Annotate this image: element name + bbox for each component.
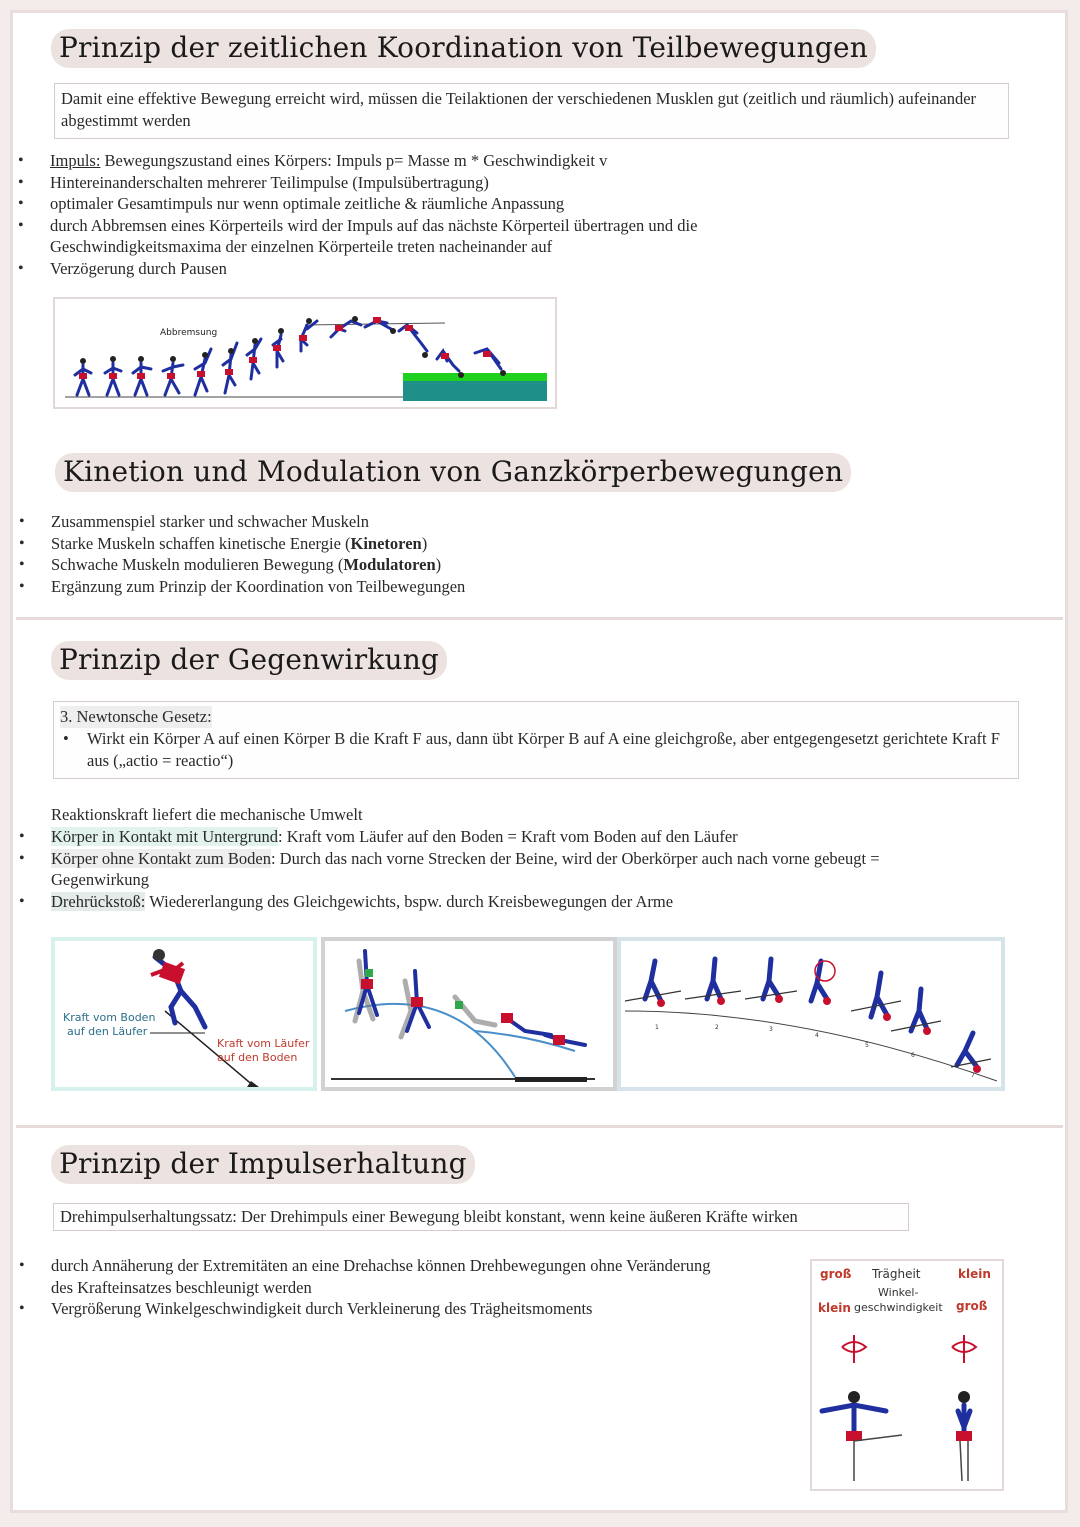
bullet-list-impulserhaltung — [51, 1255, 731, 1320]
list-item: • Zusammenspiel starker und schwacher Muskeln — [51, 511, 751, 533]
label-klein-right: klein — [958, 1267, 991, 1281]
bullet-list-kinetion — [51, 511, 751, 597]
label-klein-left: klein — [818, 1301, 851, 1315]
list-item: • optimaler Gesamtimpuls nur wenn optimale zeitliche & räumliche Anpassung — [50, 193, 950, 215]
newton-law-heading: 3. Newtonsche Gesetz: — [60, 707, 212, 726]
svg-text:5: 5 — [865, 1042, 869, 1049]
svg-text:6: 6 — [911, 1052, 915, 1059]
definition-box-koordination — [54, 83, 1009, 139]
runner-force-figure — [51, 937, 317, 1091]
definition-text: Damit eine effektive Bewegung erreicht wird, müssen die Teilaktionen der verschiedenen Musklen gut (zeitlich und räumlich) aufeinander abgestimmt werden — [61, 89, 977, 130]
svg-text:3: 3 — [769, 1026, 773, 1033]
list-item: • Impuls: Bewegungszustand eines Körpers: Impuls p= Masse m * Geschwindigkeit v — [50, 150, 950, 172]
long-jump-figure — [321, 937, 617, 1091]
list-item: • Starke Muskeln schaffen kinetische Energie (Kinetoren) — [51, 533, 751, 555]
force-label-ground: Kraft vom Boden — [63, 1011, 156, 1024]
divider — [16, 1125, 1063, 1128]
label-gross-right: groß — [956, 1299, 988, 1313]
svg-text:2: 2 — [715, 1024, 719, 1031]
svg-text:4: 4 — [815, 1032, 819, 1039]
list-item: • Körper ohne Kontakt zum Boden: Durch das nach vorne Strecken der Beine, wird der Oberkörper auch nach vorne gebeugt = Gegenwirkung — [51, 848, 951, 891]
high-jump-illustration — [55, 299, 555, 407]
abbremsung-label: Abbremsung — [160, 328, 218, 338]
newton-law-bullet: • Wirkt ein Körper A auf einen Körper B die Kraft F aus, dann übt Körper B auf A eine gleichgroße, aber entgegengesetzt gerichtete Kraft F aus („actio = reactio“) — [63, 729, 1000, 770]
svg-text:1: 1 — [655, 1024, 659, 1031]
label-geschwindigkeit: geschwindigkeit — [854, 1301, 943, 1314]
high-jump-sequence-figure — [53, 297, 557, 409]
skater-illustration — [812, 1331, 1002, 1489]
bullet-list-gegenwirkung — [51, 826, 951, 912]
section-title-koordination: Prinzip der zeitlichen Koordination von Teilbewegungen — [51, 29, 876, 68]
page — [10, 10, 1068, 1513]
bullet-list-koordination — [50, 150, 950, 280]
list-item: • Verzögerung durch Pausen — [50, 258, 950, 280]
divider — [16, 617, 1063, 620]
section-title-impulserhaltung: Prinzip der Impulserhaltung — [51, 1145, 475, 1184]
list-item: • durch Annäherung der Extremitäten an eine Drehachse können Drehbewegungen ohne Veränderung des Krafteinsatzes beschleunigt werden — [51, 1255, 731, 1298]
definition-box-drehimpuls: Drehimpulserhaltungssatz: Der Drehimpuls einer Bewegung bleibt konstant, wenn keine äußeren Kräfte wirken — [53, 1203, 909, 1231]
list-item: • Vergrößerung Winkelgeschwindigkeit durch Verkleinerung des Trägheitsmoments — [51, 1298, 731, 1320]
reaction-force-intro: Reaktionskraft liefert die mechanische Umwelt — [51, 805, 363, 824]
label-winkel: Winkel- — [878, 1286, 919, 1299]
force-label-ground-2: auf den Läufer — [67, 1025, 148, 1038]
list-item: • Schwache Muskeln modulieren Bewegung (Modulatoren) — [51, 554, 751, 576]
list-item: • Ergänzung zum Prinzip der Koordination von Teilbewegungen — [51, 576, 751, 598]
skater-rotation-figure — [810, 1259, 1004, 1491]
force-label-runner: Kraft vom Läufer — [217, 1037, 310, 1050]
newton-law-box — [53, 701, 1019, 779]
list-item: • Körper in Kontakt mit Untergrund: Kraft vom Läufer auf den Boden = Kraft vom Boden auf den Läufer — [51, 826, 951, 848]
svg-text:7: 7 — [971, 1072, 975, 1079]
section-title-kinetion: Kinetion und Modulation von Ganzkörperbewegungen — [55, 453, 851, 492]
list-item: • Drehrückstoß: Wiedererlangung des Gleichgewichts, bspw. durch Kreisbewegungen der Arme — [51, 891, 951, 913]
section-title-gegenwirkung: Prinzip der Gegenwirkung — [51, 641, 447, 680]
label-gross-left: groß — [820, 1267, 852, 1281]
list-item: • Hintereinanderschalten mehrerer Teilimpulse (Impulsübertragung) — [50, 172, 950, 194]
list-item: • durch Abbremsen eines Körperteils wird der Impuls auf das nächste Körperteil übertragen und die Geschwindigkeitsmaxima der einzelnen Körperteile treten nacheinander auf — [50, 215, 810, 258]
label-traegheit: Trägheit — [872, 1267, 921, 1281]
force-label-runner-2: auf den Boden — [217, 1051, 298, 1064]
skier-sequence-figure — [617, 937, 1005, 1091]
